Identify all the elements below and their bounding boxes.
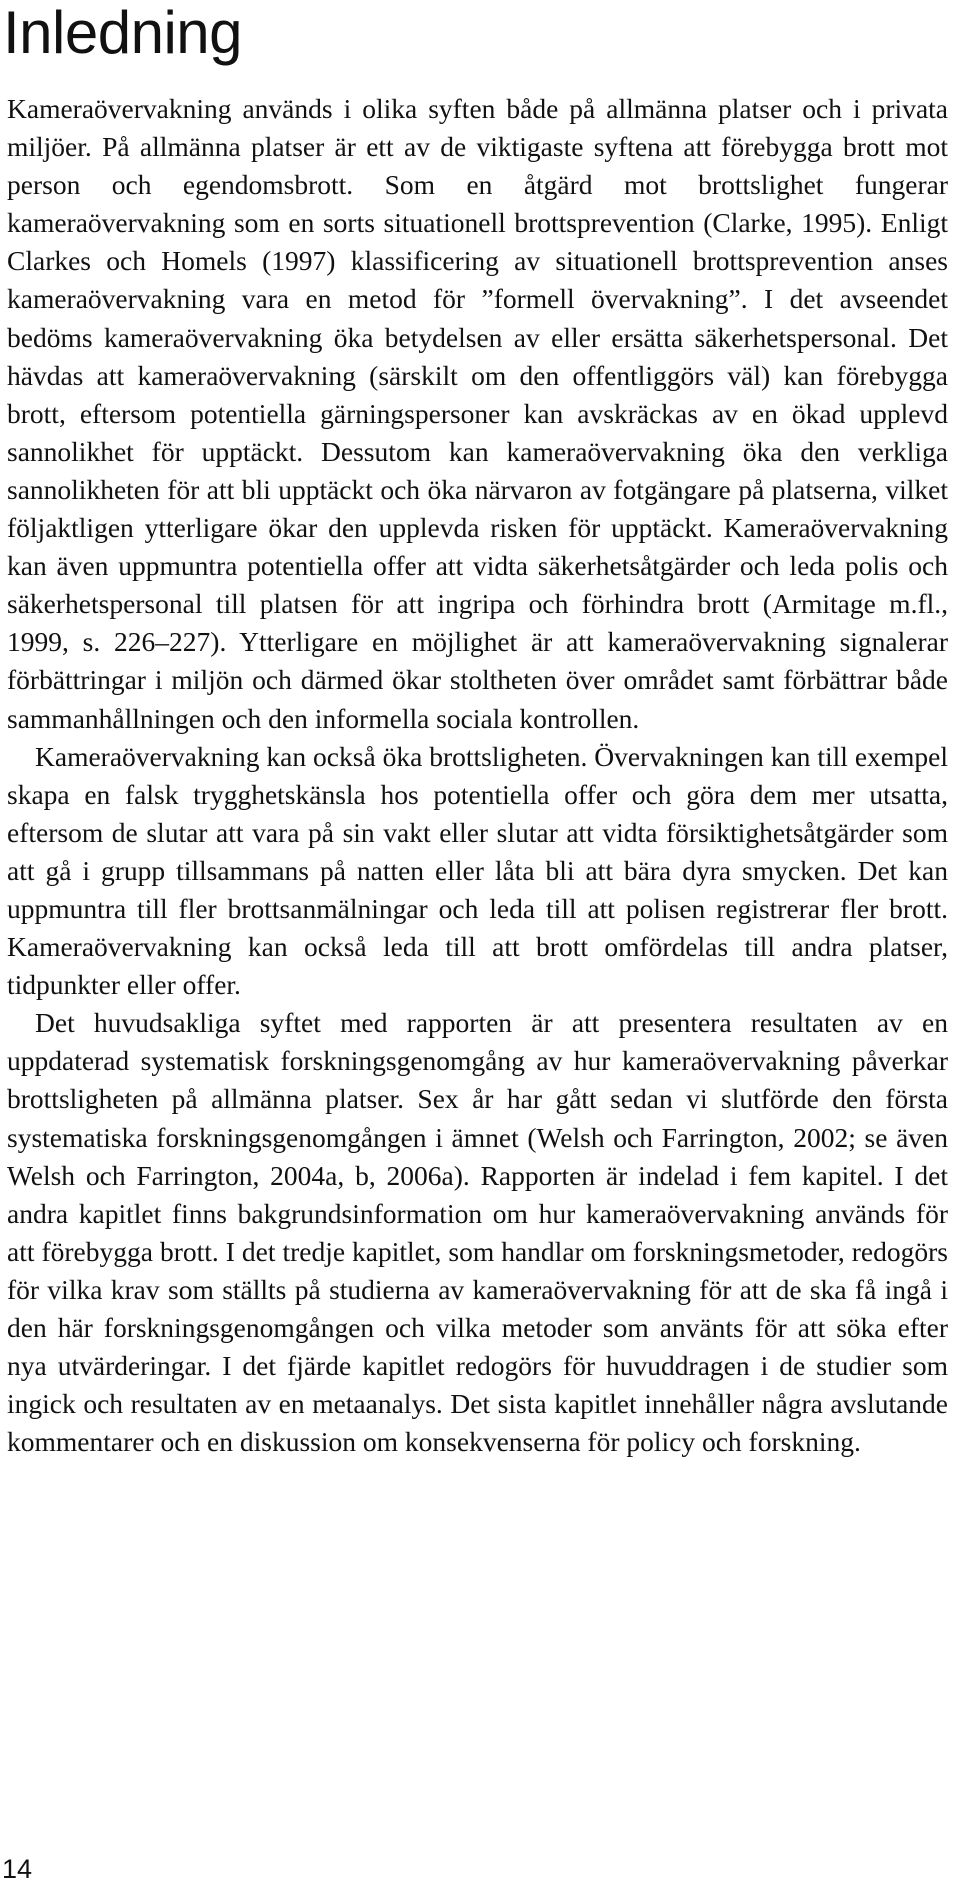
chapter-heading: Inledning bbox=[3, 0, 243, 66]
body-text bbox=[7, 90, 948, 1461]
page-number: 14 bbox=[2, 1854, 33, 1884]
paragraph: Kameraövervakning kan också öka brottsligheten. Övervakningen kan till exempel skapa en falsk trygghetskänsla hos potentiella offer och göra dem mer utsatta, eftersom de slutar att vara på sin vakt eller slutar att vidta försiktighetsåtgärder som att gå i grupp tillsammans på natten eller låta bli att bära dyra smycken. Det kan uppmuntra till fler brottsanmälningar och leda till att polisen registrerar fler brott. Kameraövervakning kan också leda till att brott omfördelas till andra platser, tidpunkter eller offer. bbox=[7, 740, 948, 1001]
paragraph: Kameraövervakning används i olika syften både på allmänna platser och i privata miljöer. På allmänna platser är ett av de viktigaste syftena att förebygga brott mot person och egendomsbrott. Som en åtgärd mot brottslighet fungerar kameraövervakning som en sorts situationell brottsprevention (Clarke, 1995). Enligt Clarkes och Homels (1997) klassificering av situationell brottsprevention anses kameraövervakning vara en metod för ”formell övervakning”. I det avseendet bedöms kameraövervakning öka betydelsen av eller ersätta säkerhetspersonal. Det hävdas att kameraövervakning (särskilt om den offentliggörs väl) kan förebygga brott, eftersom potentiella gärningspersoner kan avskräckas av en ökad upplevd sannolikhet för upptäckt. Dessutom kan kameraövervakning öka den verkliga sannolikheten för att bli upptäckt och öka närvaron av fotgängare på platserna, vilket följaktligen ytterligare ökar den upplevda risken för upptäckt. Kameraövervakning kan även uppmuntra potentiella offer att vidta säkerhetsåtgärder och leda polis och säkerhetspersonal till platsen för att ingripa och förhindra brott (Armitage m.fl., 1999, s. 226–227). Ytterligare en möjlighet är att kameraövervakning signalerar förbättringar i miljön och därmed ökar stoltheten över området samt förbättrar både sammanhållningen och den informella sociala kontrollen. bbox=[7, 93, 948, 734]
paragraph: Det huvudsakliga syftet med rapporten är att presentera resultaten av en uppdaterad systematisk forskningsgenomgång av hur kameraövervakning påverkar brottsligheten på allmänna platser. Sex år har gått sedan vi slutförde den första systematiska forskningsgenomgången i ämnet (Welsh och Farrington, 2002; se även Welsh och Farrington, 2004a, b, 2006a). Rapporten är indelad i fem kapitel. I det andra kapitlet finns bakgrundsinformation om hur kameraövervakning används för att förebygga brott. I det tredje kapitlet, som handlar om forskningsmetoder, redogörs för vilka krav som ställts på studierna av kameraövervakning för att de ska få ingå i den här forskningsgenomgången och vilka metoder som använts för att söka efter nya utvärderingar. I det fjärde kapitlet redogörs för huvuddragen i de studier som ingick och resultaten av en metaanalys. Det sista kapitlet innehåller några avslutande kommentarer och en diskussion om konsekvenserna för policy och forskning. bbox=[7, 1007, 948, 1458]
